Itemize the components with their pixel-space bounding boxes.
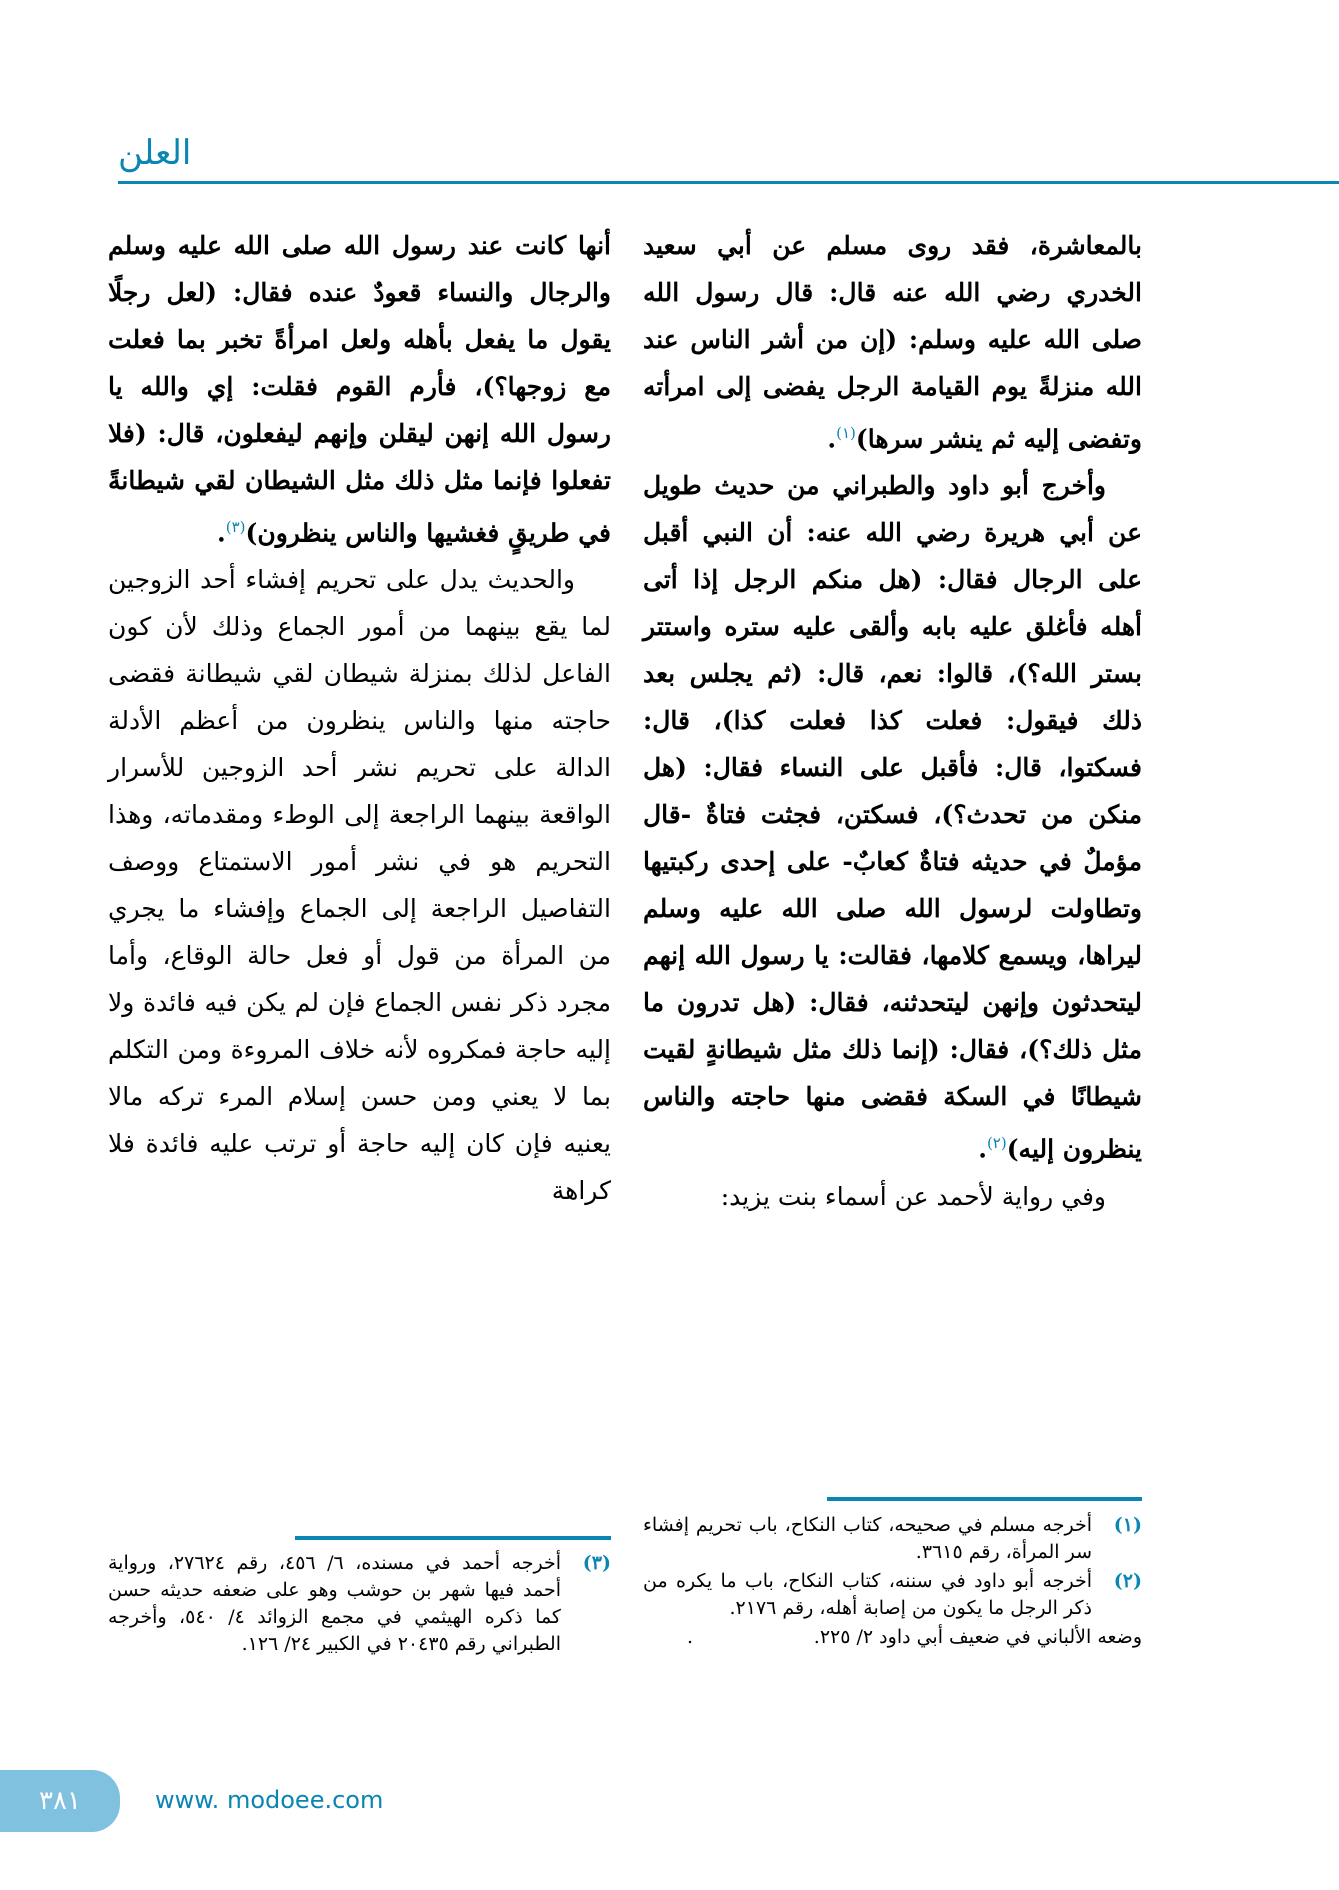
footnote-divider-right <box>827 1497 1142 1501</box>
paragraph-end: . <box>827 424 837 454</box>
chapter-title: العلن <box>118 133 192 173</box>
paragraph-commentary <box>108 556 611 1214</box>
paragraph-muslim-hadith <box>643 222 1142 462</box>
right-column <box>643 222 1142 1220</box>
footnote-text: أخرجه مسلم في صحيحه، كتاب النكاح، باب تحريم إفشاء سر المرأة، رقم ٣٦١٥. <box>643 1514 1092 1563</box>
footnotes-left <box>108 1550 611 1660</box>
website-link[interactable]: www. modoee.com <box>155 1786 384 1814</box>
paragraph-ahmad-intro <box>643 1173 1142 1220</box>
paragraph-text: والحديث يدل على تحريم إفشاء أحد الزوجين لما يقع بينهما من أمور الجماع وذلك لأن كون الفاعل لذلك بمنزلة شيطان لقي شيطانة فقضى حاجته منها والناس ينظرون من أعظم الأدلة الدالة على تحريم نشر أحد الزوجين للأسرار الواقعة بينهما الراجعة إلى الوطء ومقدماته، وهذا التحريم هو في نشر أمور الاستمتاع ووصف التفاصيل الراجعة إلى الجماع وإفشاء ما يجري من المرأة من قول أو فعل حالة الوقاع، وأما مجرد ذكر نفس الجماع فإن لم يكن فيه فائدة ولا إليه حاجة فمكروه لأنه خلاف المروءة ومن التكلم بما لا يعني ومن حسن إسلام المرء تركه مالا يعنيه فإن كان إليه حاجة أو ترتب عليه فائدة فلا كراهة <box>108 565 611 1206</box>
footnote-number: (٣) <box>582 1552 611 1574</box>
paragraph-text: وفي رواية لأحمد عن أسماء بنت يزيد: <box>720 1181 1106 1211</box>
paragraph-abu-dawud-hadith <box>643 462 1142 1172</box>
page-number: ٣٨١ <box>39 1786 81 1816</box>
footnote-divider-left <box>295 1536 611 1540</box>
footnote-3 <box>108 1550 611 1658</box>
paragraph-asma-hadith <box>108 222 611 556</box>
footnote-1 <box>643 1512 1142 1566</box>
paragraph-text: وأخرج أبو داود والطبراني من حديث طويل عن أبي هريرة رضي الله عنه: أن النبي أقبل على الرجال فقال: (هل منكم الرجل إذا أتى أهله فأغلق عليه بابه وألقى عليه ستره واستتر بستر الله؟)، قالوا: نعم، قال: (ثم يجلس بعد ذلك فيقول: فعلت كذا فعلت كذا)، قال: فسكتوا، قال: فأقبل على النساء فقال: (هل منكن من تحدث؟)، فسكتن، فجثت فتاةٌ -قال مؤملٌ في حديثه فتاةٌ كعابٌ- على إحدى ركبتيها وتطاولت لرسول الله صلى الله عليه وسلم ليراها، ويسمع كلامها، فقالت: يا رسول الله إنهم ليتحدثون وإنهن ليتحدثنه، فقال: (هل تدرون ما مثل ذلك؟)، فقال: (إنما ذلك مثل شيطانةٍ لقيت شيطانًا في السكة فقضى منها حاجته والناس ينظرون إليه) <box>643 471 1142 1164</box>
header-divider <box>118 181 1339 184</box>
footnote-2-continuation <box>643 1624 1142 1651</box>
paragraph-end: . <box>978 1134 987 1164</box>
footnote-text: أخرجه أبو داود في سننه، كتاب النكاح، باب ما يكره من ذكر الرجل ما يكون من إصابة أهله، رقم ٢١٧٦. <box>643 1570 1092 1619</box>
footnote-number: (١) <box>1113 1514 1142 1536</box>
paragraph-text: بالمعاشرة، فقد روى مسلم عن أبي سعيد الخدري رضي الله عنه قال: قال رسول الله صلى الله عليه وسلم: (إن من أشر الناس عند الله منزلةً يوم القيامة الرجل يفضى إلى امرأته وتفضى إليه ثم ينشر سرها) <box>643 231 1142 454</box>
footnote-ref-1[interactable]: (١) <box>836 424 856 442</box>
footnotes-right <box>643 1512 1142 1651</box>
footnote-ref-2[interactable]: (٢) <box>986 1134 1007 1153</box>
left-column <box>108 222 611 1214</box>
paragraph-text: أنها كانت عند رسول الله صلى الله عليه وسلم والرجال والنساء قعودٌ عنده فقال: (لعل رجلًا يقول ما يفعل بأهله ولعل امرأةً تخبر بما فعلت مع زوجها؟)، فأرم القوم فقلت: إي والله يا رسول الله إنهن ليقلن وإنهم ليفعلون، قال: (فلا تفعلوا فإنما مثل ذلك مثل الشيطان لقي شيطانةً في طريقٍ فغشيها والناس ينظرون) <box>108 231 611 548</box>
footnote-marker: . <box>686 1626 693 1648</box>
footnote-2 <box>643 1568 1142 1622</box>
footnote-text: وضعه الألباني في ضعيف أبي داود ٢/ ٢٢٥. <box>813 1626 1142 1648</box>
paragraph-end: . <box>217 518 226 548</box>
footnote-ref-3[interactable]: (٣) <box>225 518 246 536</box>
footnote-number: (٢) <box>1113 1570 1142 1592</box>
footnote-text: أخرجه أحمد في مسنده، ٦/ ٤٥٦، رقم ٢٧٦٢٤، ورواية أحمد فيها شهر بن حوشب وهو على ضعفه حديثه حسن كما ذكره الهيثمي في مجمع الزوائد ٤/ ٥٤٠، وأخرجه الطبراني رقم ٢٠٤٣٥ في الكبير ٢٤/ ١٢٦. <box>108 1552 562 1655</box>
page-number-badge <box>0 1770 120 1832</box>
